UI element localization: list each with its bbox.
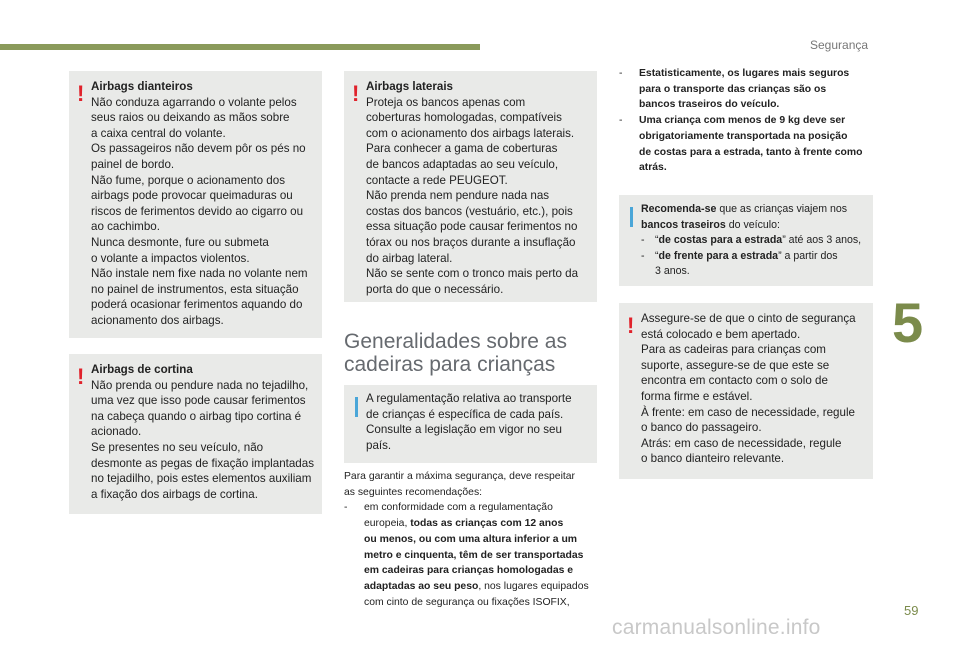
- box-title: Airbags dianteiros: [91, 80, 193, 93]
- text-line-bold: obrigatoriamente transportada na posição: [639, 130, 848, 142]
- text-line: tórax ou nos braços durante a insuflação: [366, 235, 576, 249]
- text-line: [641, 202, 867, 218]
- bullet-dash: -: [619, 115, 623, 127]
- text-line-bold: atrás.: [639, 162, 667, 174]
- text-line: a caixa central do volante.: [91, 126, 226, 140]
- bullet-item: [344, 500, 599, 610]
- text-line: Nunca desmonte, fure ou submeta: [91, 235, 269, 249]
- warning-icon: !: [77, 81, 85, 106]
- text-line: costas dos bancos (vestuário, etc.), pois: [366, 204, 573, 218]
- recommendations-intro: [344, 469, 599, 610]
- text-line: contacte a rede PEUGEOT.: [366, 173, 508, 187]
- text-line: encontra em contacto com o solo de: [641, 374, 828, 388]
- text-normal: europeia,: [364, 518, 411, 530]
- text-line: Não instale nem fixe nada no volante nem: [91, 267, 308, 281]
- text-line: Não prenda nem pendure nada nas: [366, 189, 550, 203]
- info-box-regulamentacao: [344, 385, 597, 463]
- bullet-dash: -: [619, 68, 623, 79]
- text-bold: todas as crianças com 12 anos: [410, 518, 564, 530]
- text-line-bold: Uma criança com menos de 9 kg deve ser: [639, 115, 846, 127]
- text-normal: , nos lugares equipados: [478, 580, 589, 592]
- text-line: o banco do passageiro.: [641, 421, 762, 435]
- text-line: o volante a impactos violentos.: [91, 251, 250, 265]
- box-title: Airbags de cortina: [91, 363, 193, 376]
- info-box-recomenda: [619, 195, 873, 286]
- quote-open: “: [655, 249, 659, 262]
- safety-bullets: [619, 66, 881, 176]
- warning-content: [641, 311, 867, 467]
- warning-content: [91, 79, 316, 329]
- text-normal: do veículo:: [725, 218, 780, 231]
- text-line: suporte, assegure-se de que este se: [641, 358, 830, 372]
- text-line: [364, 579, 599, 595]
- text-line: painel de bordo.: [91, 157, 175, 171]
- watermark: carmanualsonline.info: [612, 616, 821, 639]
- text-line: porta do que o necessário.: [366, 282, 504, 296]
- text-line: forma firme e estável.: [641, 389, 753, 403]
- warning-icon: !: [77, 364, 85, 389]
- warning-content: [366, 79, 591, 297]
- heading-line: Generalidades sobre as: [344, 330, 567, 353]
- warning-icon: !: [627, 313, 635, 338]
- text-line: a fixação dos airbags de cortina.: [91, 487, 258, 501]
- text-normal: ” a partir dos: [778, 249, 838, 262]
- text-bold: bancos traseiros: [641, 218, 726, 231]
- text-line: [364, 516, 599, 532]
- bullet-dash: -: [641, 234, 645, 246]
- text-bold: Recomenda-se: [641, 203, 717, 215]
- bullet-dash: -: [344, 502, 348, 514]
- text-line: com cinto de segurança ou fixações ISOFIX,: [364, 596, 570, 608]
- info-icon: [630, 207, 633, 227]
- info-content: [366, 391, 591, 453]
- header-accent-bar: [0, 44, 480, 50]
- text-line-bold: de costas para a estrada, tanto à frente como: [639, 146, 863, 158]
- quote-open: “: [655, 234, 659, 246]
- warning-box-airbags-laterais: [344, 71, 597, 302]
- text-bold: de frente para a estrada: [658, 249, 779, 262]
- text-line: riscos de ferimentos devido ao cigarro ou: [91, 204, 304, 218]
- text-line: coberturas homologadas, compatíveis: [366, 111, 562, 125]
- text-line-bold: metro e cinquenta, têm de ser transportadas: [364, 549, 584, 561]
- warning-content: [91, 362, 316, 502]
- text-line: Não prenda ou pendure nada no tejadilho,: [91, 378, 309, 392]
- chapter-number: 5: [892, 291, 924, 354]
- text-line: [641, 218, 867, 234]
- text-line: A regulamentação relativa ao transporte: [366, 392, 572, 405]
- text-line: do airbag lateral.: [366, 251, 453, 265]
- bullet-item: [641, 249, 867, 280]
- text-line: em conformidade com a regulamentação: [364, 502, 553, 514]
- text-line: À frente: em caso de necessidade, regule: [641, 405, 855, 419]
- text-normal: ” até aos 3 anos,: [782, 234, 862, 246]
- heading-line: cadeiras para crianças: [344, 353, 556, 376]
- text-line: de crianças é específica de cada país.: [366, 407, 564, 421]
- text-line: ao cachimbo.: [91, 220, 160, 234]
- text-line: Para as cadeiras para crianças com: [641, 343, 826, 357]
- info-icon: [355, 397, 358, 417]
- text-line: o banco dianteiro relevante.: [641, 452, 785, 466]
- section-title: Segurança: [810, 38, 869, 52]
- text-line: no painel de instrumentos, esta situação: [91, 282, 299, 296]
- bullet-item: [619, 66, 881, 113]
- section-heading: [344, 330, 604, 376]
- text-bold: adaptadas ao seu peso: [364, 580, 479, 592]
- text-line: está colocado e bem apertado.: [641, 327, 801, 341]
- text-line: acionamento dos airbags.: [91, 313, 224, 327]
- warning-box-cinto: [619, 303, 873, 479]
- text-line: essa situação pode causar ferimentos no: [366, 220, 578, 234]
- text-line: desmonte as pegas de fixação implantadas: [91, 456, 314, 470]
- text-line: no tejadilho, pois estes elementos auxiliam: [91, 472, 312, 486]
- text-line: seus raios ou deixando as mãos sobre: [91, 111, 290, 125]
- text-line: [655, 249, 867, 265]
- text-line: com o acionamento dos airbags laterais.: [366, 126, 575, 140]
- box-title: Airbags laterais: [366, 80, 453, 93]
- text-line: Proteja os bancos apenas com: [366, 95, 526, 109]
- text-line: Não se sente com o tronco mais perto da: [366, 267, 579, 281]
- text-line: 3 anos.: [655, 265, 690, 277]
- text-line: Os passageiros não devem pôr os pés no: [91, 142, 306, 156]
- warning-box-airbags-dianteiros: [69, 71, 322, 338]
- text-line: acionado.: [91, 425, 142, 439]
- bullet-dash: -: [641, 249, 645, 262]
- text-line: Não conduza agarrando o volante pelos: [91, 95, 297, 109]
- text-line: [655, 233, 867, 249]
- bullet-item: [619, 113, 881, 176]
- text-line-bold: bancos traseiros do veículo.: [639, 99, 780, 111]
- text-line: airbags pode provocar queimaduras ou: [91, 189, 293, 203]
- text-line-bold: Estatisticamente, os lugares mais seguros: [639, 68, 850, 79]
- text-line: na cabeça quando o airbag tipo cortina é: [91, 409, 302, 423]
- text-line-bold: para o transporte das crianças são os: [639, 83, 827, 95]
- text-line: as seguintes recomendações:: [344, 486, 483, 498]
- text-line-bold: em cadeiras para crianças homologadas e: [364, 565, 574, 577]
- text-line: Se presentes no seu veículo, não: [91, 440, 264, 454]
- warning-icon: !: [352, 81, 360, 106]
- text-line-bold: ou menos, ou com uma altura inferior a um: [364, 533, 578, 545]
- text-line: poderá ocasionar ferimentos aquando do: [91, 298, 303, 312]
- info-content: [641, 202, 867, 280]
- bullet-item: [641, 233, 867, 249]
- text-line: Assegure-se de que o cinto de segurança: [641, 312, 856, 325]
- text-line: Para conhecer a gama de coberturas: [366, 142, 558, 156]
- text-line: Não fume, porque o acionamento dos: [91, 173, 285, 187]
- text-line: Para garantir a máxima segurança, deve respeitar: [344, 471, 576, 482]
- text-normal: que as crianças viajem nos: [716, 203, 848, 215]
- warning-box-airbags-cortina: [69, 354, 322, 514]
- text-line: uma vez que isso pode causar ferimentos: [91, 394, 306, 408]
- page-number: 59: [904, 603, 919, 618]
- text-line: Atrás: em caso de necessidade, regule: [641, 436, 842, 450]
- text-line: de bancos adaptadas ao seu veículo,: [366, 157, 559, 171]
- text-line: país.: [366, 438, 392, 452]
- text-bold: de costas para a estrada: [658, 234, 783, 246]
- text-line: Consulte a legislação em vigor no seu: [366, 423, 562, 437]
